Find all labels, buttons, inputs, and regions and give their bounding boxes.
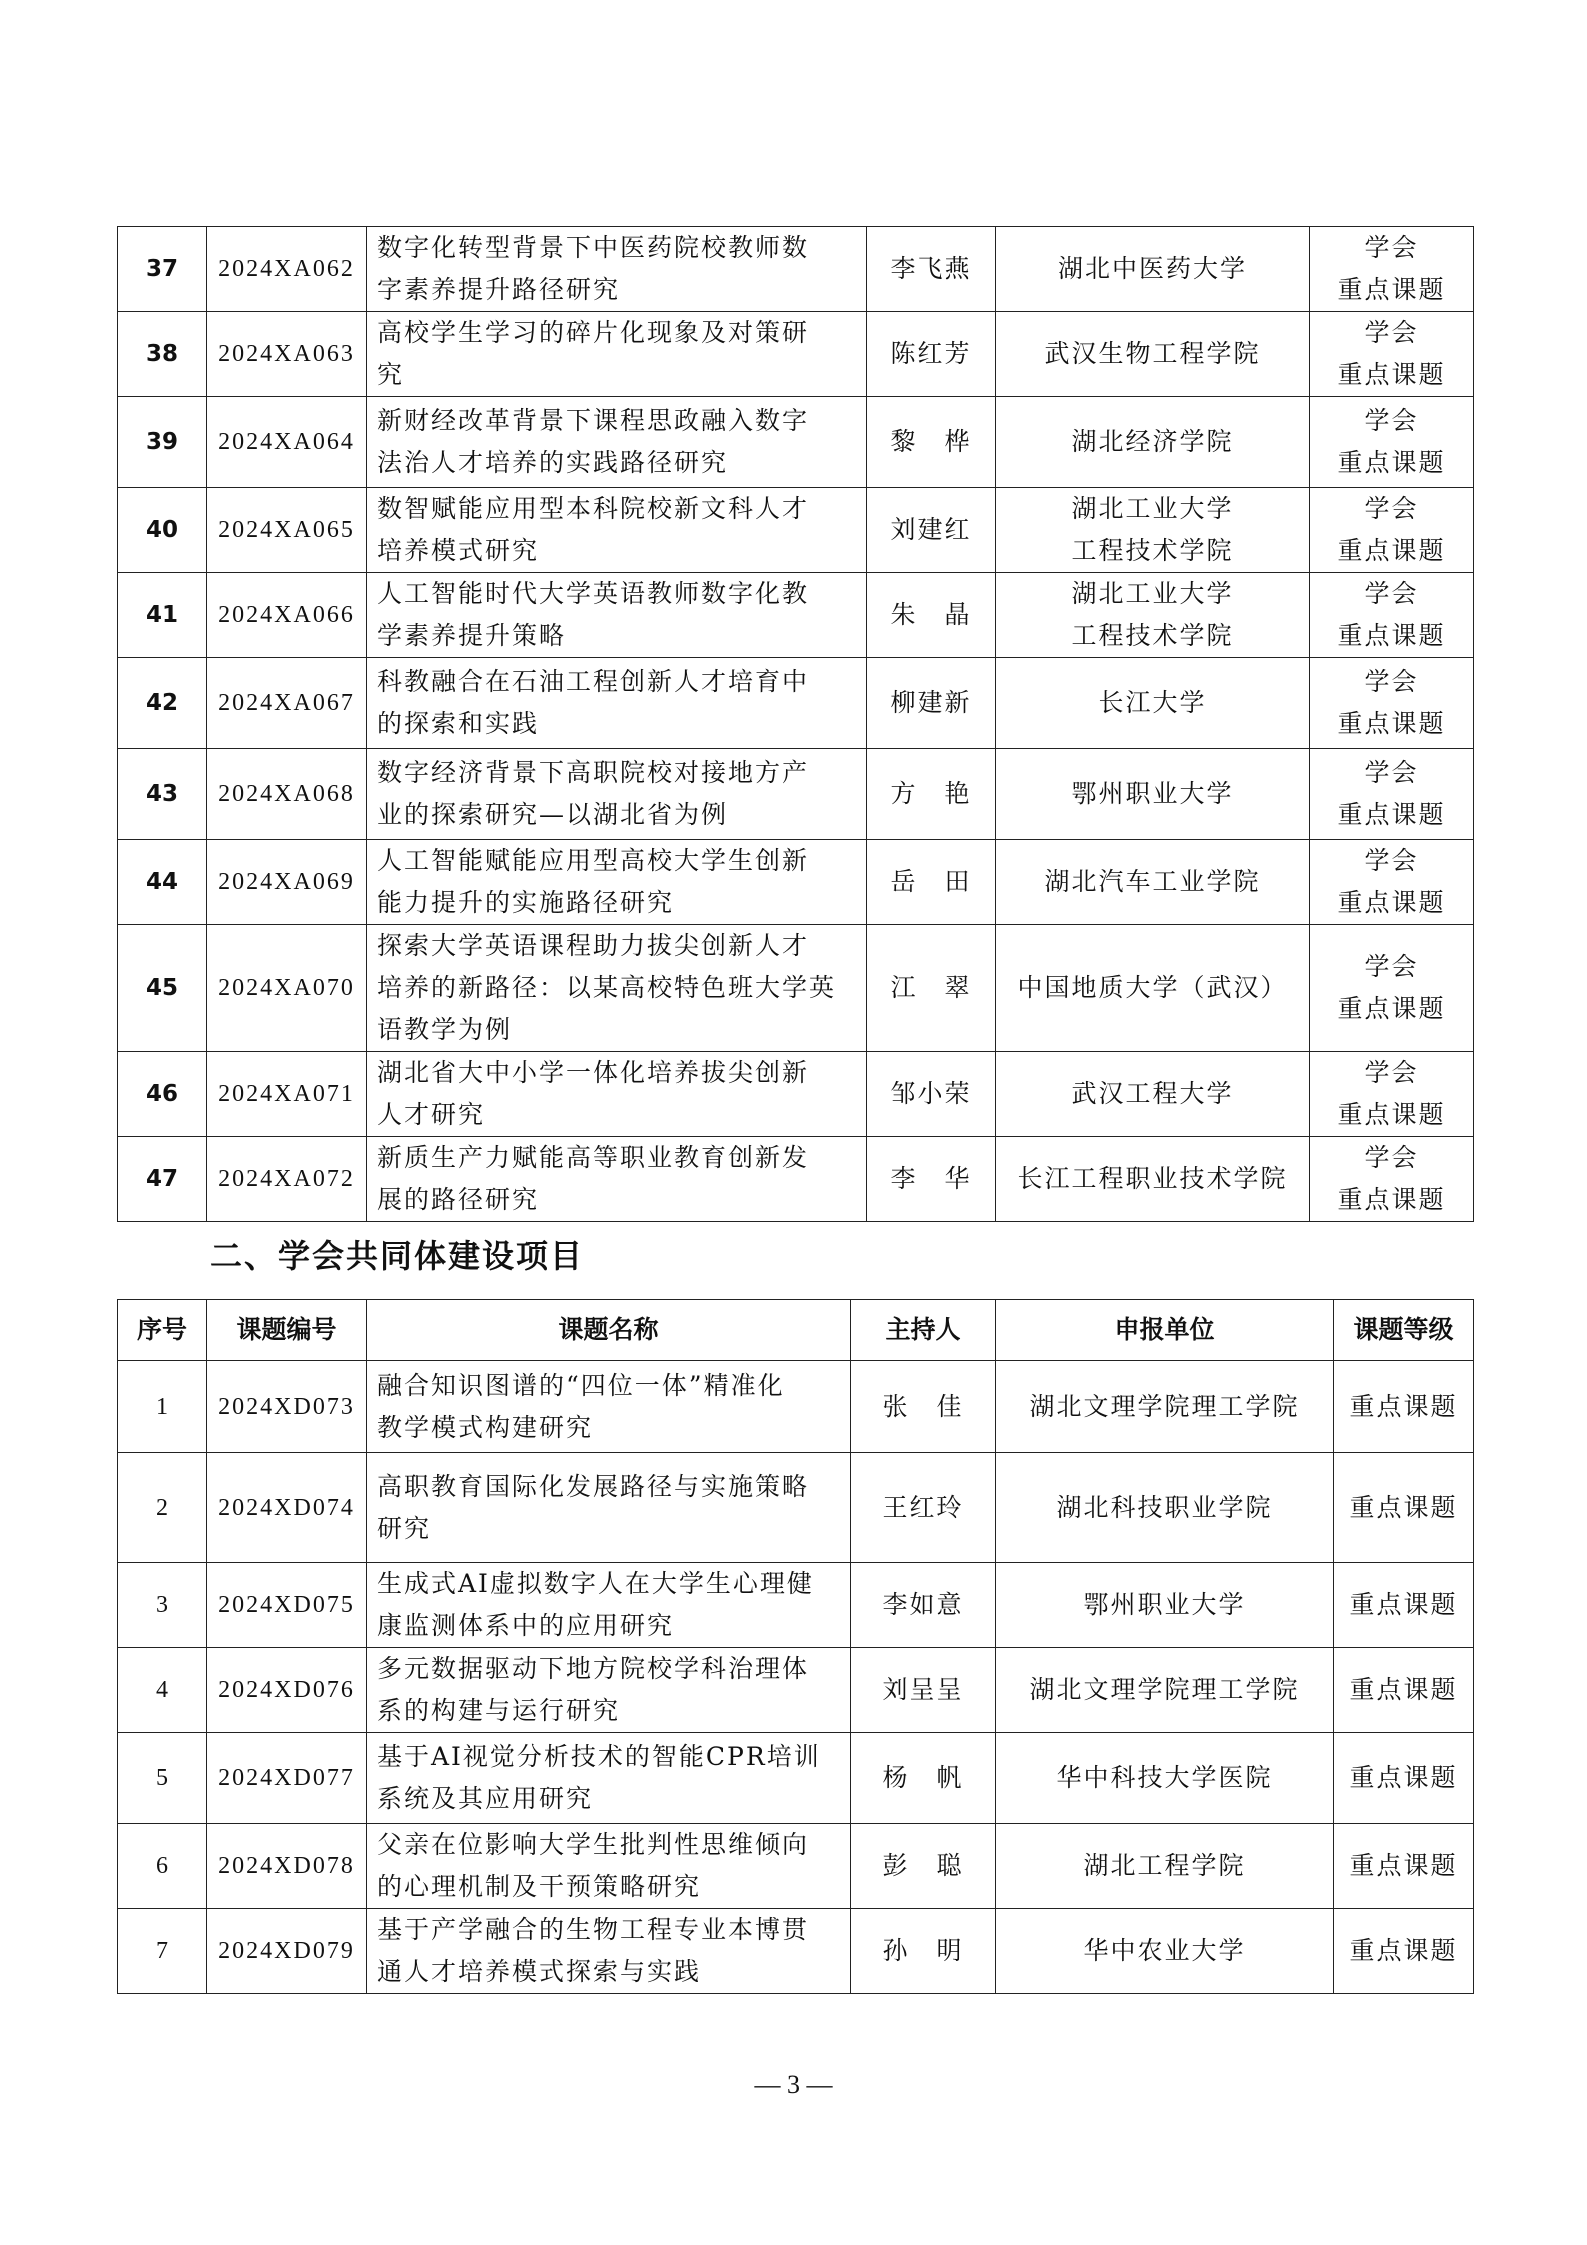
project-title (367, 1909, 851, 1994)
project-title (367, 658, 867, 749)
row-number: 40 (118, 488, 207, 573)
text-line: 人才研究 (377, 1100, 486, 1129)
project-level: 重点课题 (1334, 1361, 1474, 1453)
text-line: 长江大学 (1098, 688, 1207, 717)
project-level (1310, 840, 1474, 925)
row-number: 39 (118, 397, 207, 488)
applicant-unit: 鄂州职业大学 (996, 1563, 1334, 1648)
table-row (118, 397, 1474, 488)
project-code: 2024XA063 (207, 312, 367, 397)
applicant-unit: 华中科技大学医院 (996, 1733, 1334, 1824)
project-title (367, 1453, 851, 1563)
table-row (118, 488, 1474, 573)
text-line: 武汉生物工程学院 (1044, 339, 1261, 368)
project-level: 重点课题 (1334, 1824, 1474, 1909)
text-line: 数智赋能应用型本科院校新文科人才 (377, 494, 810, 523)
community-project-table (117, 1299, 1474, 1994)
row-number: 43 (118, 749, 207, 840)
row-number: 5 (118, 1733, 207, 1824)
project-title (367, 749, 867, 840)
text-line: 系的构建与运行研究 (377, 1696, 621, 1725)
project-title (367, 1361, 851, 1453)
project-code: 2024XA072 (207, 1137, 367, 1222)
project-title (367, 1733, 851, 1824)
text-line: 人工智能赋能应用型高校大学生创新 (377, 846, 810, 875)
row-number: 46 (118, 1052, 207, 1137)
table-row (118, 1361, 1474, 1453)
project-level (1310, 312, 1474, 397)
text-line: 学会 (1364, 233, 1419, 262)
text-line: 高职教育国际化发展路径与实施策略 (377, 1471, 810, 1501)
project-level: 重点课题 (1334, 1453, 1474, 1563)
project-code: 2024XA062 (207, 227, 367, 312)
text-line: 湖北工业大学 (1071, 579, 1234, 608)
text-line: 生成式AI虚拟数字人在大学生心理健 (377, 1569, 814, 1598)
table-row (118, 925, 1474, 1052)
host-name: 柳建新 (867, 658, 996, 749)
host-name: 岳 田 (867, 840, 996, 925)
text-line: 的探索和实践 (377, 709, 540, 738)
applicant-unit: 湖北文理学院理工学院 (996, 1361, 1334, 1453)
header-title: 课题名称 (367, 1300, 851, 1361)
host-name: 彭 聪 (851, 1824, 996, 1909)
applicant-unit (996, 925, 1310, 1052)
applicant-unit (996, 227, 1310, 312)
project-title (367, 840, 867, 925)
header-code: 课题编号 (207, 1300, 367, 1361)
project-level (1310, 749, 1474, 840)
project-title (367, 1052, 867, 1137)
project-level: 重点课题 (1334, 1648, 1474, 1733)
text-line: 重点课题 (1337, 275, 1446, 304)
project-title (367, 1824, 851, 1909)
host-name: 刘建红 (867, 488, 996, 573)
table-row (118, 1052, 1474, 1137)
text-line: 人工智能时代大学英语教师数字化教 (377, 579, 810, 608)
row-number: 37 (118, 227, 207, 312)
project-level: 重点课题 (1334, 1563, 1474, 1648)
table-row (118, 749, 1474, 840)
text-line: 学会 (1364, 667, 1419, 696)
row-number: 2 (118, 1453, 207, 1563)
table-row (118, 1453, 1474, 1563)
table-row (118, 1648, 1474, 1733)
applicant-unit (996, 840, 1310, 925)
text-line: 重点课题 (1337, 536, 1446, 565)
text-line: 湖北工业大学 (1071, 494, 1234, 523)
text-line: 重点课题 (1337, 621, 1446, 650)
text-line: 语教学为例 (377, 1015, 513, 1044)
project-code: 2024XD076 (207, 1648, 367, 1733)
text-line: 湖北经济学院 (1071, 427, 1234, 456)
text-line: 能力提升的实施路径研究 (377, 888, 675, 917)
host-name: 邹小荣 (867, 1052, 996, 1137)
host-name: 杨 帆 (851, 1733, 996, 1824)
applicant-unit (996, 488, 1310, 573)
text-line: 通人才培养模式探索与实践 (377, 1957, 702, 1986)
project-code: 2024XD079 (207, 1909, 367, 1994)
table-row (118, 573, 1474, 658)
host-name: 朱 晶 (867, 573, 996, 658)
applicant-unit (996, 397, 1310, 488)
project-code: 2024XA064 (207, 397, 367, 488)
project-code: 2024XA066 (207, 573, 367, 658)
text-line: 武汉工程大学 (1071, 1079, 1234, 1108)
project-level (1310, 658, 1474, 749)
project-code: 2024XA067 (207, 658, 367, 749)
text-line: 鄂州职业大学 (1071, 779, 1234, 808)
table-row (118, 1909, 1474, 1994)
text-line: 学会 (1364, 1058, 1419, 1087)
table-row (118, 1733, 1474, 1824)
project-title (367, 573, 867, 658)
text-line: 重点课题 (1337, 360, 1446, 389)
row-number: 47 (118, 1137, 207, 1222)
host-name: 黎 桦 (867, 397, 996, 488)
row-number: 45 (118, 925, 207, 1052)
header-seq: 序号 (118, 1300, 207, 1361)
text-line: 学会 (1364, 1143, 1419, 1172)
project-code: 2024XA071 (207, 1052, 367, 1137)
text-line: 学会 (1364, 579, 1419, 608)
applicant-unit: 湖北科技职业学院 (996, 1453, 1334, 1563)
applicant-unit: 华中农业大学 (996, 1909, 1334, 1994)
text-line: 中国地质大学（武汉） (1017, 973, 1288, 1002)
text-line: 学会 (1364, 494, 1419, 523)
text-line: 高校学生学习的碎片化现象及对策研 (377, 318, 810, 347)
row-number: 42 (118, 658, 207, 749)
text-line: 重点课题 (1337, 1185, 1446, 1214)
project-title (367, 227, 867, 312)
project-code: 2024XD077 (207, 1733, 367, 1824)
text-line: 系统及其应用研究 (377, 1784, 594, 1813)
project-title (367, 397, 867, 488)
text-line: 工程技术学院 (1071, 621, 1234, 650)
text-line: 的心理机制及干预策略研究 (377, 1872, 702, 1901)
applicant-unit (996, 749, 1310, 840)
project-code: 2024XA068 (207, 749, 367, 840)
host-name: 张 佳 (851, 1361, 996, 1453)
text-line: 研究 (377, 1513, 432, 1543)
text-line: 探索大学英语课程助力拔尖创新人才 (377, 931, 810, 960)
text-line: 展的路径研究 (377, 1185, 540, 1214)
applicant-unit: 湖北文理学院理工学院 (996, 1648, 1334, 1733)
project-code: 2024XD073 (207, 1361, 367, 1453)
applicant-unit: 湖北工程学院 (996, 1824, 1334, 1909)
host-name: 江 翠 (867, 925, 996, 1052)
project-level (1310, 573, 1474, 658)
project-title (367, 1563, 851, 1648)
text-line: 学会 (1364, 406, 1419, 435)
project-level (1310, 488, 1474, 573)
text-line: 重点课题 (1337, 1100, 1446, 1129)
table-row (118, 1563, 1474, 1648)
text-line: 科教融合在石油工程创新人才培育中 (377, 667, 810, 696)
text-line: 湖北汽车工业学院 (1044, 867, 1261, 896)
text-line: 数字化转型背景下中医药院校教师数 (377, 233, 810, 262)
row-number: 44 (118, 840, 207, 925)
applicant-unit (996, 312, 1310, 397)
text-line: 学会 (1364, 758, 1419, 787)
text-line: 学会 (1364, 318, 1419, 347)
row-number: 4 (118, 1648, 207, 1733)
text-line: 学会 (1364, 952, 1419, 981)
applicant-unit (996, 1137, 1310, 1222)
text-line: 父亲在位影响大学生批判性思维倾向 (377, 1830, 810, 1859)
header-unit: 申报单位 (996, 1300, 1334, 1361)
row-number: 38 (118, 312, 207, 397)
table-header-row (118, 1300, 1474, 1361)
host-name: 李如意 (851, 1563, 996, 1648)
header-level: 课题等级 (1334, 1300, 1474, 1361)
project-title (367, 1137, 867, 1222)
project-title (367, 925, 867, 1052)
table-row (118, 658, 1474, 749)
project-level (1310, 925, 1474, 1052)
host-name: 刘呈呈 (851, 1648, 996, 1733)
text-line: 湖北中医药大学 (1057, 254, 1247, 283)
text-line: 数字经济背景下高职院校对接地方产 (377, 758, 810, 787)
header-host: 主持人 (851, 1300, 996, 1361)
text-line: 教学模式构建研究 (377, 1412, 594, 1442)
section-heading: 二、学会共同体建设项目 (210, 1237, 585, 1275)
text-line: 工程技术学院 (1071, 536, 1234, 565)
page-number: — 3 — (754, 2070, 833, 2099)
project-title (367, 488, 867, 573)
project-level (1310, 227, 1474, 312)
text-line: 新财经改革背景下课程思政融入数字 (377, 406, 810, 435)
project-level (1310, 1052, 1474, 1137)
project-table-continued (117, 226, 1474, 1222)
project-title (367, 312, 867, 397)
host-name: 孙 明 (851, 1909, 996, 1994)
table-row (118, 312, 1474, 397)
text-line: 学素养提升策略 (377, 621, 567, 650)
applicant-unit (996, 573, 1310, 658)
project-code: 2024XA065 (207, 488, 367, 573)
text-line: 业的探索研究—以湖北省为例 (377, 800, 729, 829)
project-code: 2024XA070 (207, 925, 367, 1052)
project-code: 2024XA069 (207, 840, 367, 925)
text-line: 重点课题 (1337, 800, 1446, 829)
table-row (118, 1137, 1474, 1222)
row-number: 1 (118, 1361, 207, 1453)
text-line: 究 (377, 360, 405, 389)
text-line: 多元数据驱动下地方院校学科治理体 (377, 1654, 810, 1683)
project-title (367, 1648, 851, 1733)
text-line: 法治人才培养的实践路径研究 (377, 448, 729, 477)
host-name: 王红玲 (851, 1453, 996, 1563)
text-line: 基于AI视觉分析技术的智能CPR培训 (377, 1742, 821, 1771)
table-row (118, 227, 1474, 312)
text-line: 重点课题 (1337, 709, 1446, 738)
text-line: 康监测体系中的应用研究 (377, 1611, 675, 1640)
host-name: 李 华 (867, 1137, 996, 1222)
project-code: 2024XD074 (207, 1453, 367, 1563)
row-number: 41 (118, 573, 207, 658)
text-line: 湖北省大中小学一体化培养拔尖创新 (377, 1058, 810, 1087)
table-row (118, 840, 1474, 925)
project-level: 重点课题 (1334, 1733, 1474, 1824)
host-name: 李飞燕 (867, 227, 996, 312)
row-number: 7 (118, 1909, 207, 1994)
text-line: 重点课题 (1337, 448, 1446, 477)
text-line: 重点课题 (1337, 888, 1446, 917)
project-code: 2024XD078 (207, 1824, 367, 1909)
project-code: 2024XD075 (207, 1563, 367, 1648)
project-level (1310, 1137, 1474, 1222)
text-line: 字素养提升路径研究 (377, 275, 621, 304)
text-line: 基于产学融合的生物工程专业本博贯 (377, 1915, 810, 1944)
text-line: 融合知识图谱的“四位一体”精准化 (377, 1370, 785, 1400)
text-line: 培养的新路径：以某高校特色班大学英 (377, 973, 837, 1002)
text-line: 长江工程职业技术学院 (1017, 1164, 1288, 1193)
text-line: 培养模式研究 (377, 536, 540, 565)
text-line: 学会 (1364, 846, 1419, 875)
host-name: 陈红芳 (867, 312, 996, 397)
project-level (1310, 397, 1474, 488)
applicant-unit (996, 1052, 1310, 1137)
row-number: 6 (118, 1824, 207, 1909)
table-row (118, 1824, 1474, 1909)
host-name: 方 艳 (867, 749, 996, 840)
text-line: 新质生产力赋能高等职业教育创新发 (377, 1143, 810, 1172)
text-line: 重点课题 (1337, 994, 1446, 1023)
row-number: 3 (118, 1563, 207, 1648)
project-level: 重点课题 (1334, 1909, 1474, 1994)
applicant-unit (996, 658, 1310, 749)
